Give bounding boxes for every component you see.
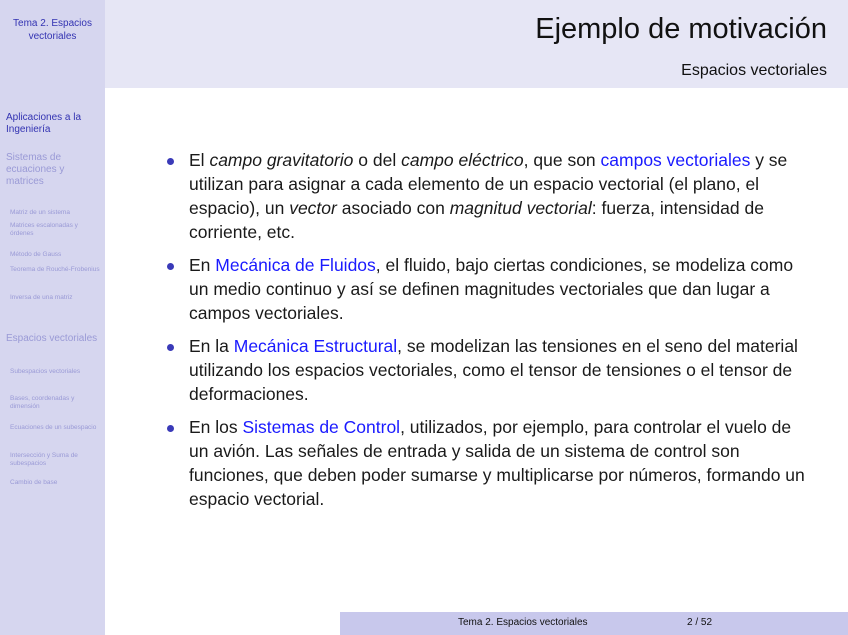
sidebar-title[interactable]: Tema 2. Espacios vectoriales (13, 18, 92, 42)
footer-left (105, 612, 340, 635)
page-number: 2 / 52 (687, 617, 713, 628)
bullet-icon (167, 263, 174, 270)
item-text: y se utilizan para asignar a cada elemento de un espacio vectorial (el plano, el espacio), un (189, 150, 788, 218)
item-text: , que son (523, 150, 601, 170)
item-text: asociado con (336, 198, 450, 218)
item-text: o del (353, 150, 402, 170)
bullet-icon (167, 425, 174, 432)
bullet-item (165, 415, 805, 511)
bullet-icon (167, 158, 174, 165)
item-emphasis: campo gravitatorio (209, 150, 354, 170)
item-emphasis: magnitud vectorial (449, 198, 592, 218)
sidebar (0, 0, 105, 635)
bullet-icon (167, 344, 174, 351)
sidebar-subsection[interactable]: Método de Gauss (10, 251, 62, 258)
bullet-item (165, 148, 805, 244)
item-emphasis: campo eléctrico (401, 150, 524, 170)
footer-title: Tema 2. Espacios vectoriales (458, 617, 588, 628)
item-text: En la (189, 336, 234, 356)
sidebar-subsection[interactable]: Teorema de Rouché-Frobenius (10, 266, 100, 273)
sidebar-subsection[interactable]: Bases, coordenadas y dimensión (10, 395, 75, 410)
sidebar-subsection[interactable]: Matrices escalonadas y órdenes (10, 222, 78, 237)
sidebar-subsection[interactable]: Subespacios vectoriales (10, 368, 81, 375)
mecanica-fluidos-link[interactable]: Mecánica de Fluidos (215, 255, 376, 275)
item-text: : fuerza, intensidad de corriente, etc. (189, 198, 764, 242)
sistemas-control-link[interactable]: Sistemas de Control (242, 417, 401, 437)
sidebar-subsection[interactable]: Cambio de base (10, 479, 58, 486)
item-emphasis: vector (289, 198, 337, 218)
item-text: , utilizados, por ejemplo, para controlar el vuelo de un avión. Las señales de entrada y salida de un sistema de control son funciones, que deben poder sumarse y multiplicarse por números, formando un espacio vectorial. (189, 417, 805, 509)
item-text: En (189, 255, 216, 275)
mecanica-estructural-link[interactable]: Mecánica Estructural (233, 336, 398, 356)
sidebar-subsection[interactable]: Intersección y Suma de subespacios (10, 452, 78, 467)
sidebar-subsection[interactable]: Ecuaciones de un subespacio (10, 424, 97, 431)
frame-header (105, 0, 848, 88)
bullet-item (165, 253, 805, 325)
slide-content (165, 148, 805, 520)
sidebar-section-sistemas[interactable]: Sistemas de ecuaciones y matrices (6, 152, 65, 187)
frame-title: Ejemplo de motivación (535, 13, 827, 45)
sidebar-subsection[interactable]: Matriz de un sistema (10, 209, 70, 216)
frame-subtitle: Espacios vectoriales (681, 62, 827, 79)
item-text: El (189, 150, 210, 170)
footer-bar (340, 612, 848, 635)
bullet-item (165, 334, 805, 406)
sidebar-section-espacios[interactable]: Espacios vectoriales (6, 333, 98, 344)
campos-vectoriales-link[interactable]: campos vectoriales (600, 150, 751, 170)
item-text: , el fluido, bajo ciertas condiciones, se modeliza como un medio continuo y así se definen magnitudes vectoriales que dan lugar a campos vectoriales. (189, 255, 794, 323)
sidebar-subsection[interactable]: Inversa de una matriz (10, 294, 73, 301)
sidebar-section-aplicaciones[interactable]: Aplicaciones a la Ingeniería (6, 112, 82, 135)
item-text: En los (189, 417, 243, 437)
item-text: , se modelizan las tensiones en el seno del material utilizando los espacios vectoriales, como el tensor de tensiones o el tensor de deformaciones. (189, 336, 798, 404)
